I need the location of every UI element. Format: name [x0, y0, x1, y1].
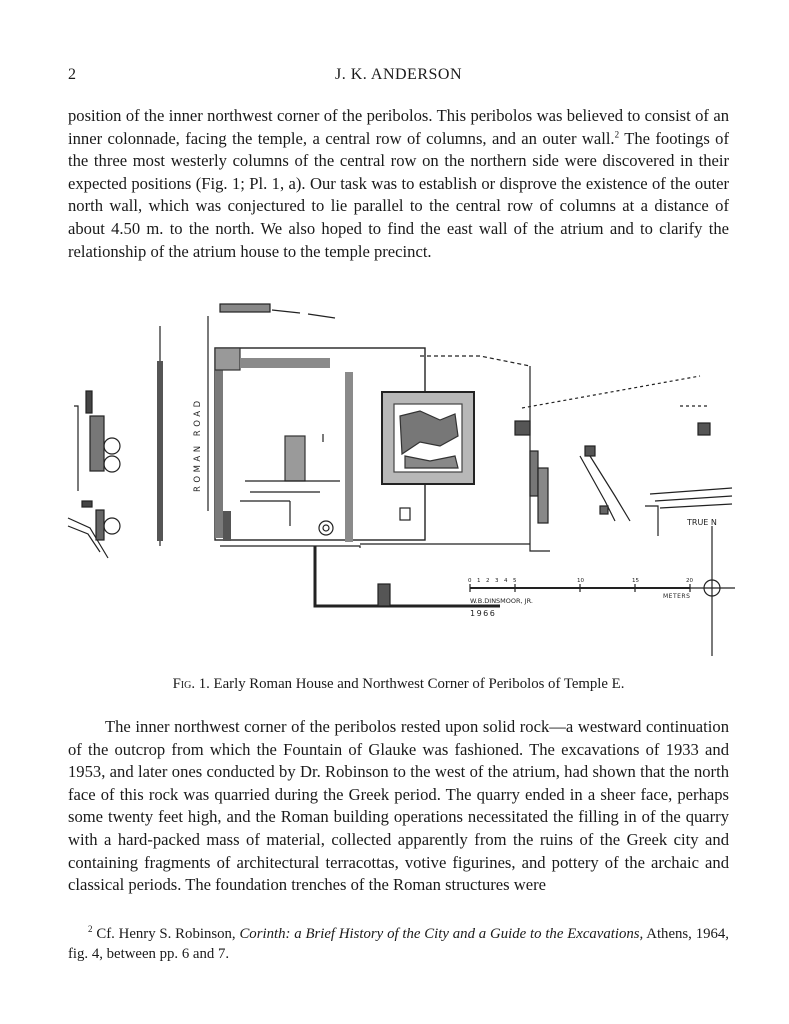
scale-tick-1: 1 [477, 578, 481, 584]
figure-caption [68, 676, 729, 693]
site-plan-drawing [60, 296, 740, 662]
footnote [68, 925, 729, 964]
footnote-text-b: Athens, 1964, fig. 4, between pp. 6 and 7. [68, 926, 729, 962]
footnote-text-a: Cf. Henry S. Robinson, [92, 926, 240, 942]
figure-label: Fig. 1. [172, 676, 210, 692]
scale-tick-2: 2 [486, 578, 490, 584]
scale-bar [470, 584, 690, 592]
scale-unit: METERS [663, 593, 691, 600]
footnote-book-title: Corinth: a Brief History of the City and a Guide to the Excavations, [239, 926, 644, 942]
scale-ticks [468, 578, 693, 584]
paragraph-2: The inner northwest corner of the peribolos rested upon solid rock—a westward continuation of the outcrop from which the Fountain of Glauke was fashioned. The excavations of 1933 and 1953, and later ones conducted by Dr. Robinson to the west of the atrium, had shown that the north face of this rock was quarried during the Greek period. The quarry ended in a sheer face, perhaps some twenty feet high, and the Roman building operations necessitated the filling in of the quarry with a hard-packed mass of material, collected apparently from the ruins of the Greek city and containing fragments of architectural terracottas, votive figurines, and pottery of the archaic and classical periods. The foundation trenches of the Roman structures were [68, 717, 729, 895]
peribolos-court [382, 392, 474, 484]
site-plan-figure [60, 296, 740, 662]
drawing-year: 1966 [470, 609, 497, 618]
author-header: J. K. ANDERSON [334, 66, 462, 83]
paragraph-1 [68, 105, 729, 263]
paragraph-1-part-a: position of the inner northwest corner of the peribolos. This peribolos was believed to consist of an inner colonnade, facing the temple, a central row of columns, and an outer wall. [68, 106, 729, 148]
page-number: 2 [68, 66, 76, 83]
footnote-marker: 2 [88, 924, 93, 935]
scale-tick-10: 10 [577, 578, 584, 584]
scale-tick-0: 0 [468, 578, 472, 584]
scale-tick-3: 3 [495, 578, 499, 584]
north-wall-fragment [220, 304, 270, 312]
draftsman-credit: W.B.DINSMOOR, JR. [470, 597, 533, 605]
north-arrow [690, 526, 735, 656]
north-label: TRUE N [687, 518, 717, 527]
peribolos-outline-dashed [420, 356, 530, 366]
scale-tick-5: 5 [513, 578, 517, 584]
running-head [68, 66, 729, 88]
caption-text: Early Roman House and Northwest Corner of Peribolos of Temple E. [213, 676, 625, 692]
road-label: ROMAN ROAD [193, 397, 203, 492]
column-footing [515, 421, 530, 435]
road-wall [157, 361, 163, 541]
scale-tick-4: 4 [504, 578, 508, 584]
paragraph-1-part-b: The footings of the three most westerly columns of the central row on the northern side were discovered in their expected positions (Fig. 1; Pl. 1, a). Our task was to establish or disprove the existence of the outer north wall, which was conjectured to lie parallel to the central row of columns at a distance of about 4.50 m. to the north. We also hoped to find the east wall of the atrium and to clarify the relationship of the atrium house to the temple precinct. [68, 128, 729, 261]
scale-tick-20: 20 [686, 578, 693, 584]
footnote-ref[interactable]: 2 [614, 129, 620, 140]
scale-tick-15: 15 [632, 578, 639, 584]
west-fragments [68, 391, 120, 558]
